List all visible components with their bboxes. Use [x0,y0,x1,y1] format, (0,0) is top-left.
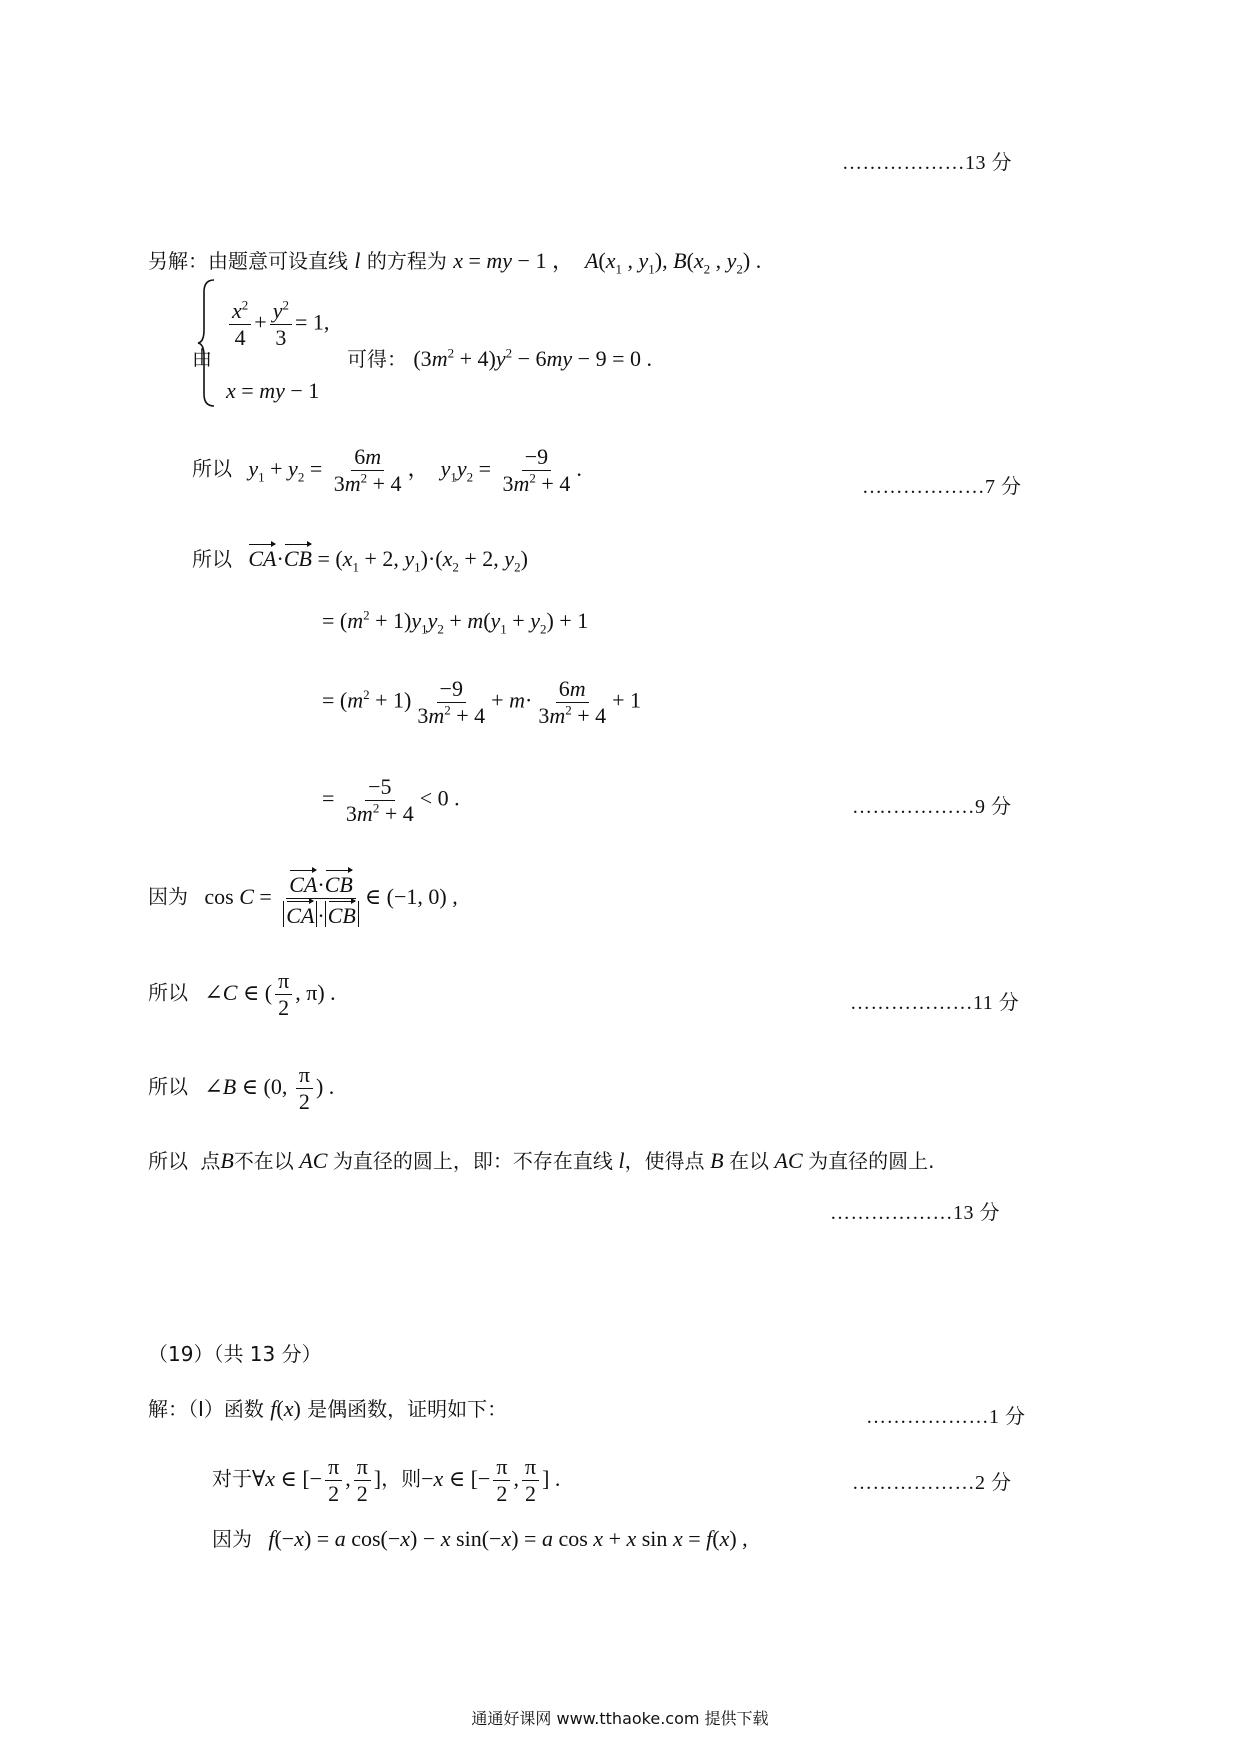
line-equation: x = my − 1 ， $A(x_1$ , $y_1$), $B(x_2$ , $y_2$) . [453,248,762,277]
score-1: ………………1 分 [866,1406,1026,1428]
bu-zai-label: 不在以 [233,1149,294,1173]
score-2: ………………2 分 [852,1472,1012,1494]
wei-zhijing-label: 为直径的圆上，即：不存在直线 [332,1149,613,1173]
vieta-equations: $y_1 + y_2$ = $\frac{6m}{3m^2 + 4}$ ， $y_1y_2$ = $\frac{-9}{3m^2 + 4}$ . [248,444,582,496]
conclusion-line: 所以 点B不在以 AC 为直径的圆上，即：不存在直线 l，使得点 B 在以 AC 为直径的圆上. [148,1148,935,1173]
score-7: ………………7 分 [862,476,1022,498]
jie-label: 解：（Ⅰ）函数 [148,1397,264,1421]
dot-product-line-4: = $\frac{-5}{3m^2 + 4}$ < 0 . [322,774,460,826]
suoyi-label: 所以 [148,980,188,1005]
yinwei2-label: 因为 [212,1527,252,1551]
dot-product-line-2: = $(m^2 + 1)y_1y_2 + m(y_1 + y_2) + 1$ [322,607,589,637]
dot-product-expr: $CA\cdot CB = (x_1 + 2$, $y_1)\cdot(x_2 + 2$, $y_2$) [248,546,528,575]
shide-dian-label: ，使得点 [624,1149,705,1173]
score-11: ………………11 分 [850,992,1020,1014]
fx: f(x) [270,1396,301,1421]
alt-solution-line [148,248,762,277]
q19-heading: （19）（共 13 分） [148,1342,322,1366]
suoyi-label: 所以 [148,1149,188,1173]
yinwei-label: 因为 [148,884,188,909]
ze-label: ，则 [381,1466,422,1491]
cos-expr: cos C = $\frac{CA\cdot CB}{CA \cdot CB}$ ∈ (−1, 0) , [204,872,458,928]
wei-zhijing2-label: 为直径的圆上. [808,1149,935,1173]
kede-label: 可得： [347,347,407,371]
domain-expr: ∀x ∈ [− $\frac{\pi}{2}$ , $\frac{\pi}{2}$ ] [252,1454,382,1506]
suoyi-label: 所以 [148,1074,188,1099]
q19-part1-line [148,1398,507,1420]
dot-product-line-1 [192,544,528,575]
dot-product-line-3: = $(m^2 + 1)$ $\frac{-9}{3m^2 + 4}$ + m· $\frac{6m}{3m^2 + 4}$ + 1 [322,676,642,728]
footer-text: 通通好课网 www.tthaoke.com 提供下载 [471,1709,769,1728]
even-proof-line [212,1528,748,1550]
score-13-bottom: ………………13 分 [830,1202,1000,1224]
duiyu-label: 对于 [212,1466,252,1491]
quadratic-equation: $(3m^2 + 4)y^2 - 6my - 9 = 0$ . [413,345,652,371]
dian-label: 点 [200,1149,221,1173]
angle-c-expr: ∠C ∈ ( $\frac{\pi}{2}$ , π) . [204,968,336,1020]
angle-b-line [148,1064,334,1113]
even-proof-expr: f(−x) = a cos(−x) − x sin(−x) = a cos x + x sin x = f(x) , [268,1526,748,1551]
angle-b-expr: ∠B ∈ (0, $\frac{\pi}{2}$ ) . [204,1062,335,1114]
score-9: ………………9 分 [852,796,1012,818]
alt-solution-mid: 的方程为 [366,249,447,273]
suoyi-label: 所以 [192,456,232,481]
alt-solution-label: 另解：由题意可设直线 [148,249,348,273]
brace-icon [196,278,216,408]
line-equation-system: x = my − 1 [226,378,320,403]
angle-c-line [148,970,336,1019]
zai-yi-label: 在以 [729,1149,770,1173]
vieta-line [192,446,582,495]
score-13-top: ………………13 分 [842,152,1012,174]
ouhanshu-label: 是偶函数，证明如下： [307,1397,508,1421]
line-l: l [354,248,361,273]
kede-line [347,345,652,371]
cos-line [148,870,458,927]
you-label: 由 [192,346,212,370]
ellipse-equation: $\frac{x^2}{4}$ + $\frac{y^2}{3}$ = 1, [226,300,329,349]
neg-domain-expr: −x ∈ [− $\frac{\pi}{2}$ , $\frac{\pi}{2}$ ] . [421,1454,561,1506]
domain-line [212,1456,560,1505]
suoyi-label: 所以 [192,547,232,571]
